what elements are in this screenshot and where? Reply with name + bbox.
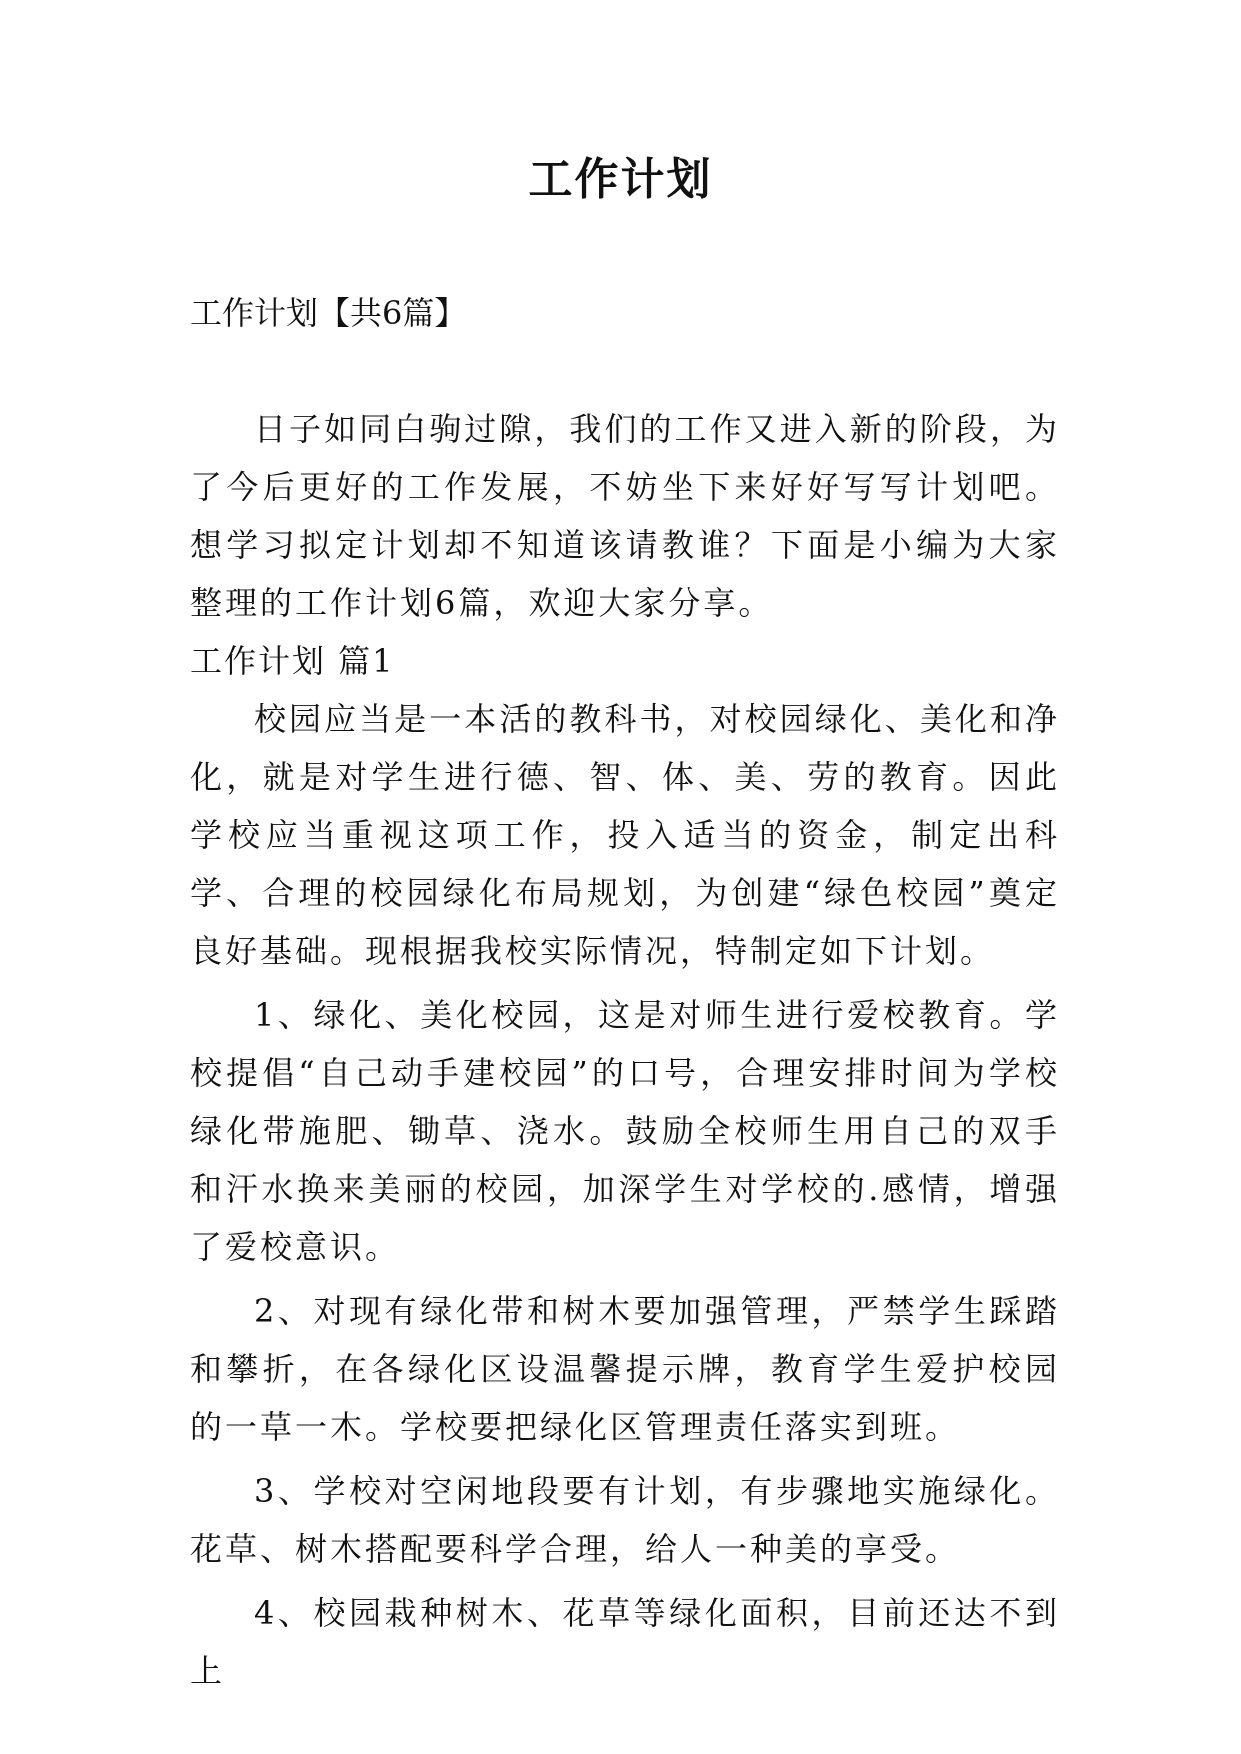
- spacer: [190, 342, 1060, 400]
- body-paragraph: 校园应当是一本活的教科书，对校园绿化、美化和净化，就是对学生进行德、智、体、美、劳的教育。因此学校应当重视这项工作，投入适当的资金，制定出科学、合理的校园绿化布局规划，为创建“绿色校园”奠定良好基础。现根据我校实际情况，特制定如下计划。: [190, 700, 1060, 970]
- body-paragraph: 1、绿化、美化校园，这是对师生进行爱校教育。学校提倡“自己动手建校园”的口号，合理安排时间为学校绿化带施肥、锄草、浇水。鼓励全校师生用自己的双手和汗水换来美丽的校园，加深学生对学校的.感情，增强了爱校意识。: [190, 996, 1060, 1266]
- body-paragraph: 2、对现有绿化带和树木要加强管理，严禁学生踩踏和攀折，在各绿化区设温馨提示牌，教育学生爱护校园的一草一木。学校要把绿化区管理责任落实到班。: [190, 1292, 1060, 1446]
- body-paragraph: 4、校园栽种树木、花草等绿化面积，目前还达不到上: [190, 1594, 1060, 1690]
- document-title: 工作计划: [528, 154, 713, 205]
- intro-paragraph: 日子如同白驹过隙，我们的工作又进入新的阶段，为了今后更好的工作发展，不妨坐下来好好写写计划吧。想学习拟定计划却不知道该请教谁？下面是小编为大家整理的工作计划6篇，欢迎大家分享。: [190, 410, 1060, 622]
- body-paragraph: 3、学校对空闲地段要有计划，有步骤地实施绿化。花草、树木搭配要科学合理，给人一种美的享受。: [190, 1472, 1060, 1568]
- document-subtitle: 工作计划【共6篇】: [190, 294, 467, 332]
- section-heading: 工作计划 篇1: [190, 642, 395, 680]
- document-body: [190, 284, 1060, 1700]
